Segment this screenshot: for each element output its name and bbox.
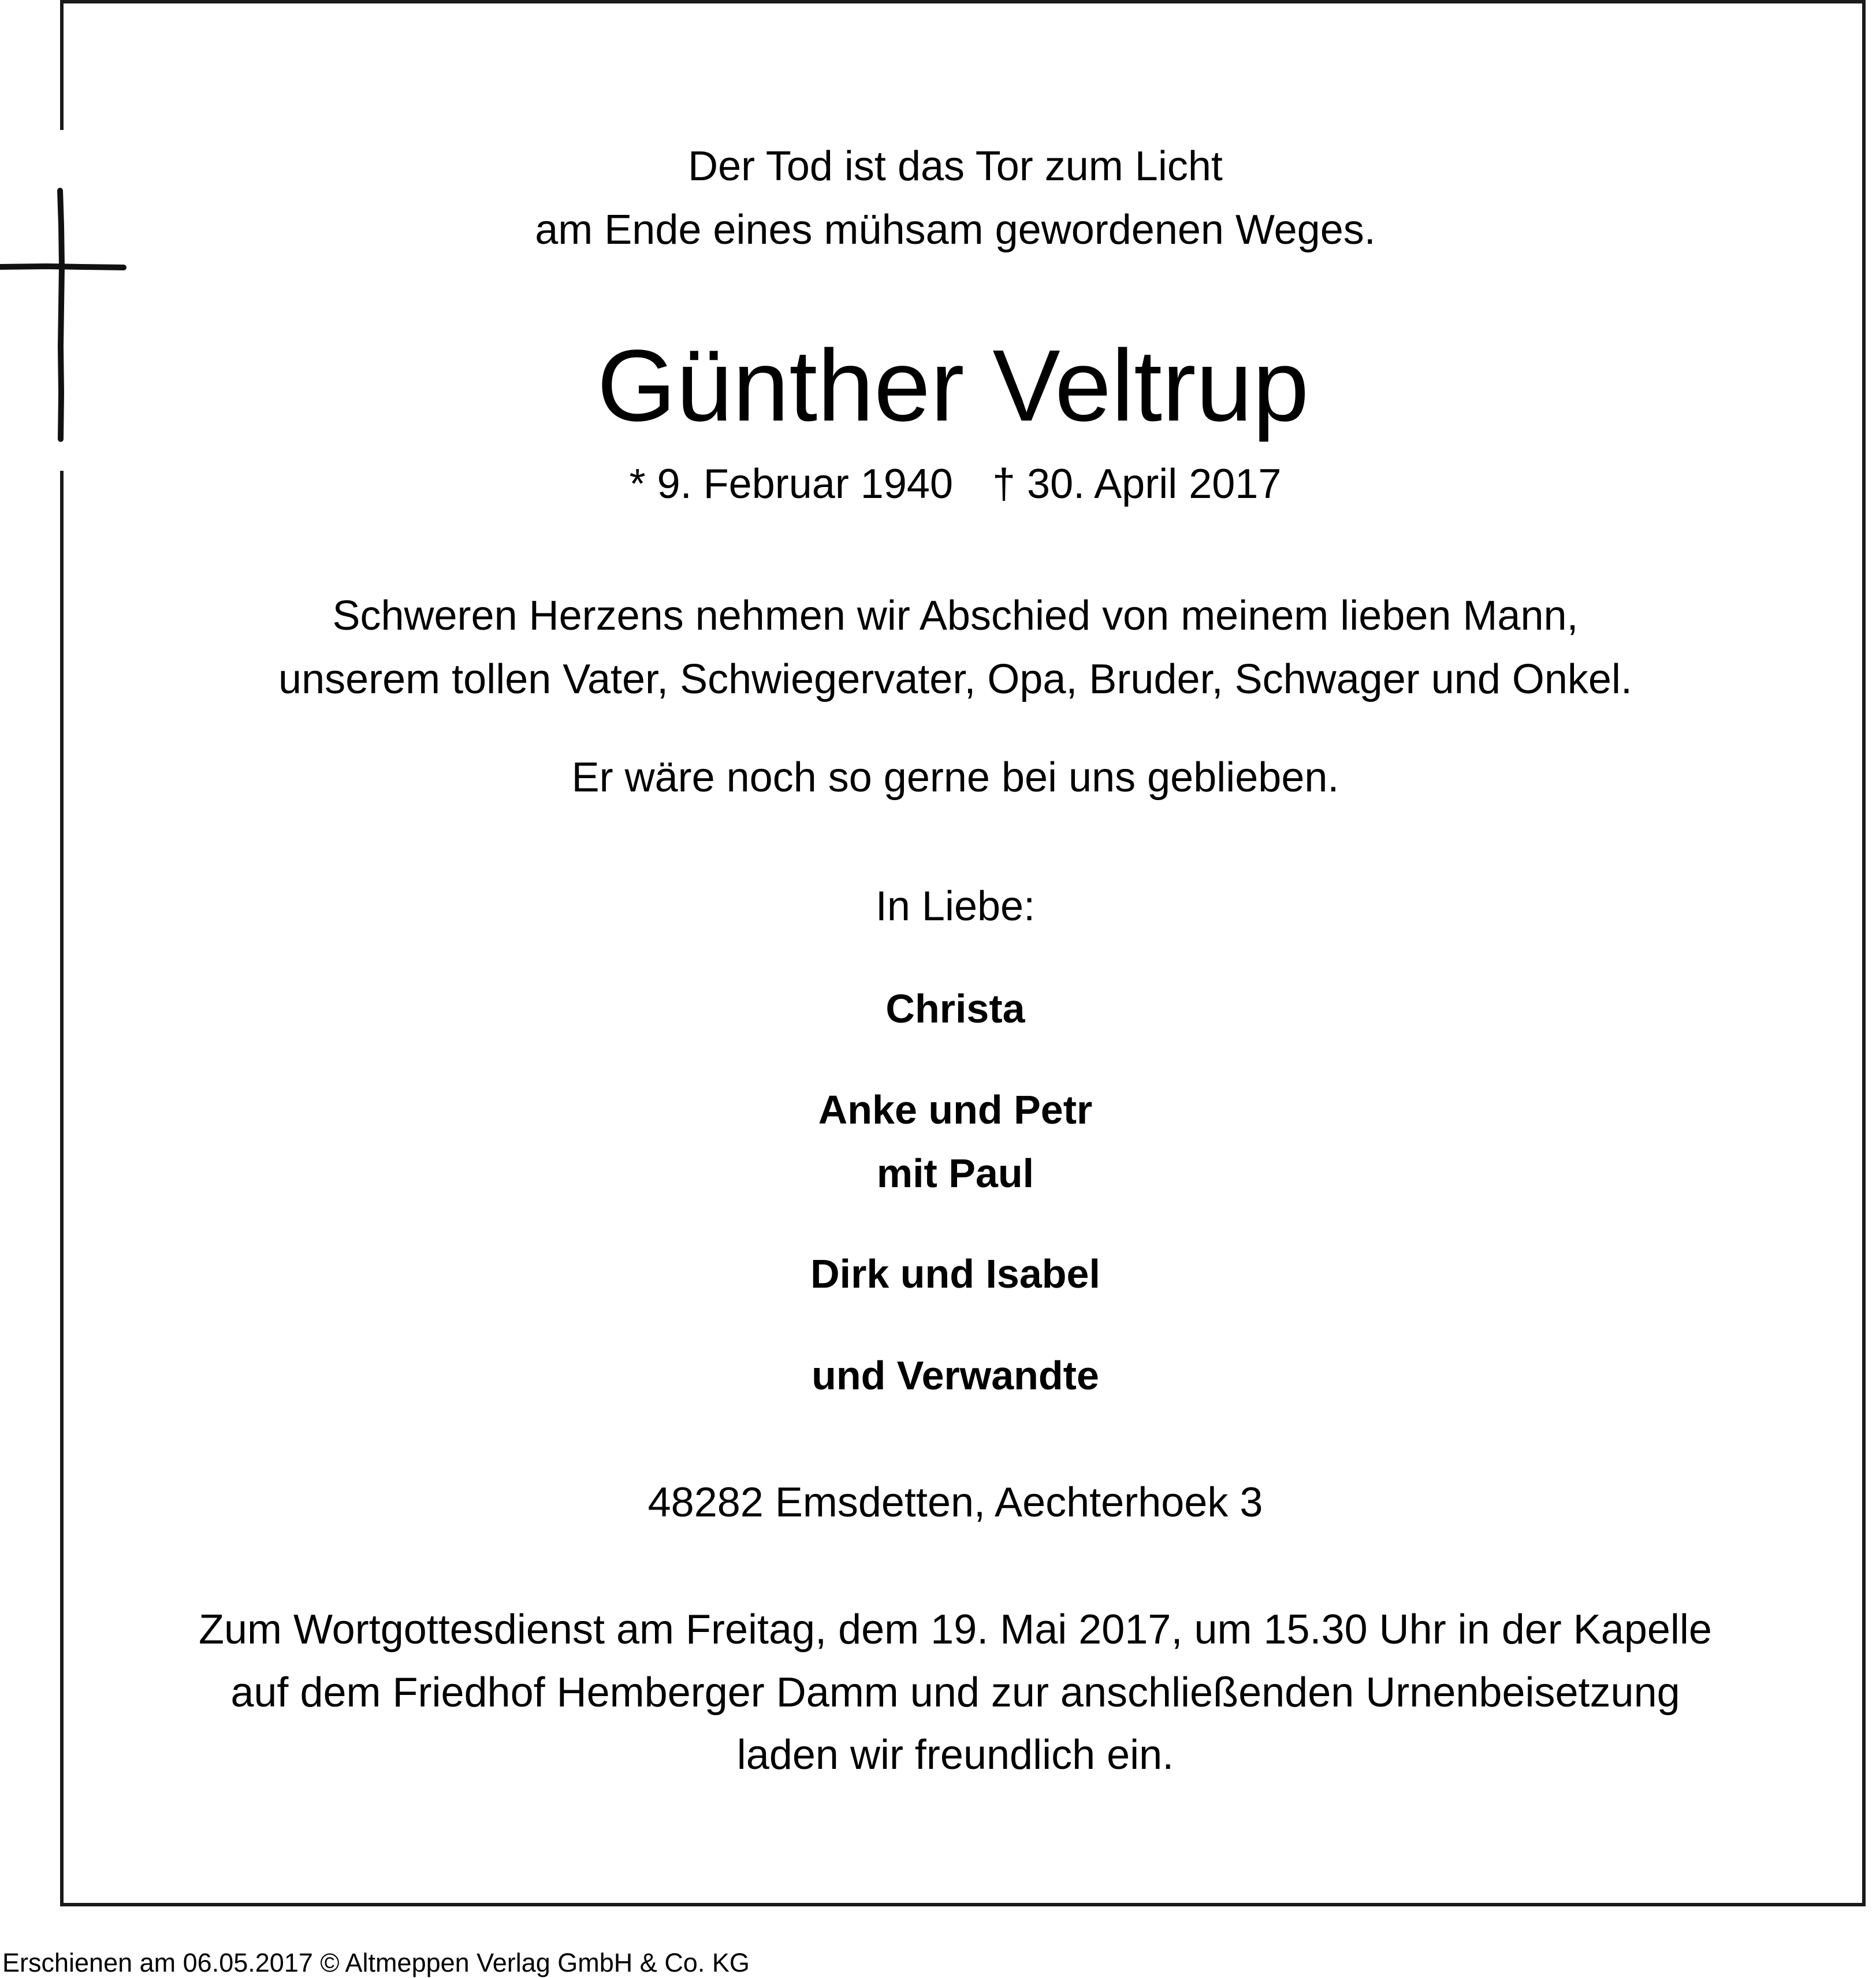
cross-icon [0, 0, 139, 520]
motto-line-2: am Ende eines mühsam gewordenen Weges. [535, 207, 1376, 253]
motto-line-1: Der Tod ist das Tor zum Licht [688, 143, 1223, 189]
mourner-child1: Anke und Petr [818, 1087, 1093, 1132]
mourner-relatives: und Verwandte [812, 1353, 1099, 1398]
deceased-name: Günther Veltrup [597, 329, 1309, 443]
mourner-child1-with: mit Paul [876, 1151, 1034, 1196]
in-love-label: In Liebe: [875, 883, 1036, 929]
mourner-wife: Christa [885, 986, 1025, 1031]
service-line-2: auf dem Friedhof Hemberger Damm und zur anschließenden Urnenbeisetzung [230, 1670, 1680, 1716]
address-line: 48282 Emsdetten, Aechterhoek 3 [647, 1479, 1263, 1526]
service-line-1: Zum Wortgottesdienst am Freitag, dem 19. Mai 2017, um 15.30 Uhr in der Kapelle [199, 1607, 1712, 1653]
message-line-2: unserem tollen Vater, Schwiegervater, Opa, Bruder, Schwager und Onkel. [278, 656, 1632, 702]
message-line-1: Schweren Herzens nehmen wir Abschied von meinem lieben Mann, [332, 593, 1579, 639]
mourner-child2: Dirk und Isabel [810, 1251, 1100, 1296]
birth-date: * 9. Februar 1940 [629, 461, 953, 507]
publication-footer: Erschienen am 06.05.2017 © Altmeppen Verlag GmbH & Co. KG [2, 1948, 750, 1977]
service-line-3: laden wir freundlich ein. [736, 1732, 1174, 1778]
wish-line: Er wäre noch so gerne bei uns geblieben. [571, 754, 1339, 801]
death-date: † 30. April 2017 [992, 461, 1282, 507]
life-dates [0, 463, 1876, 505]
